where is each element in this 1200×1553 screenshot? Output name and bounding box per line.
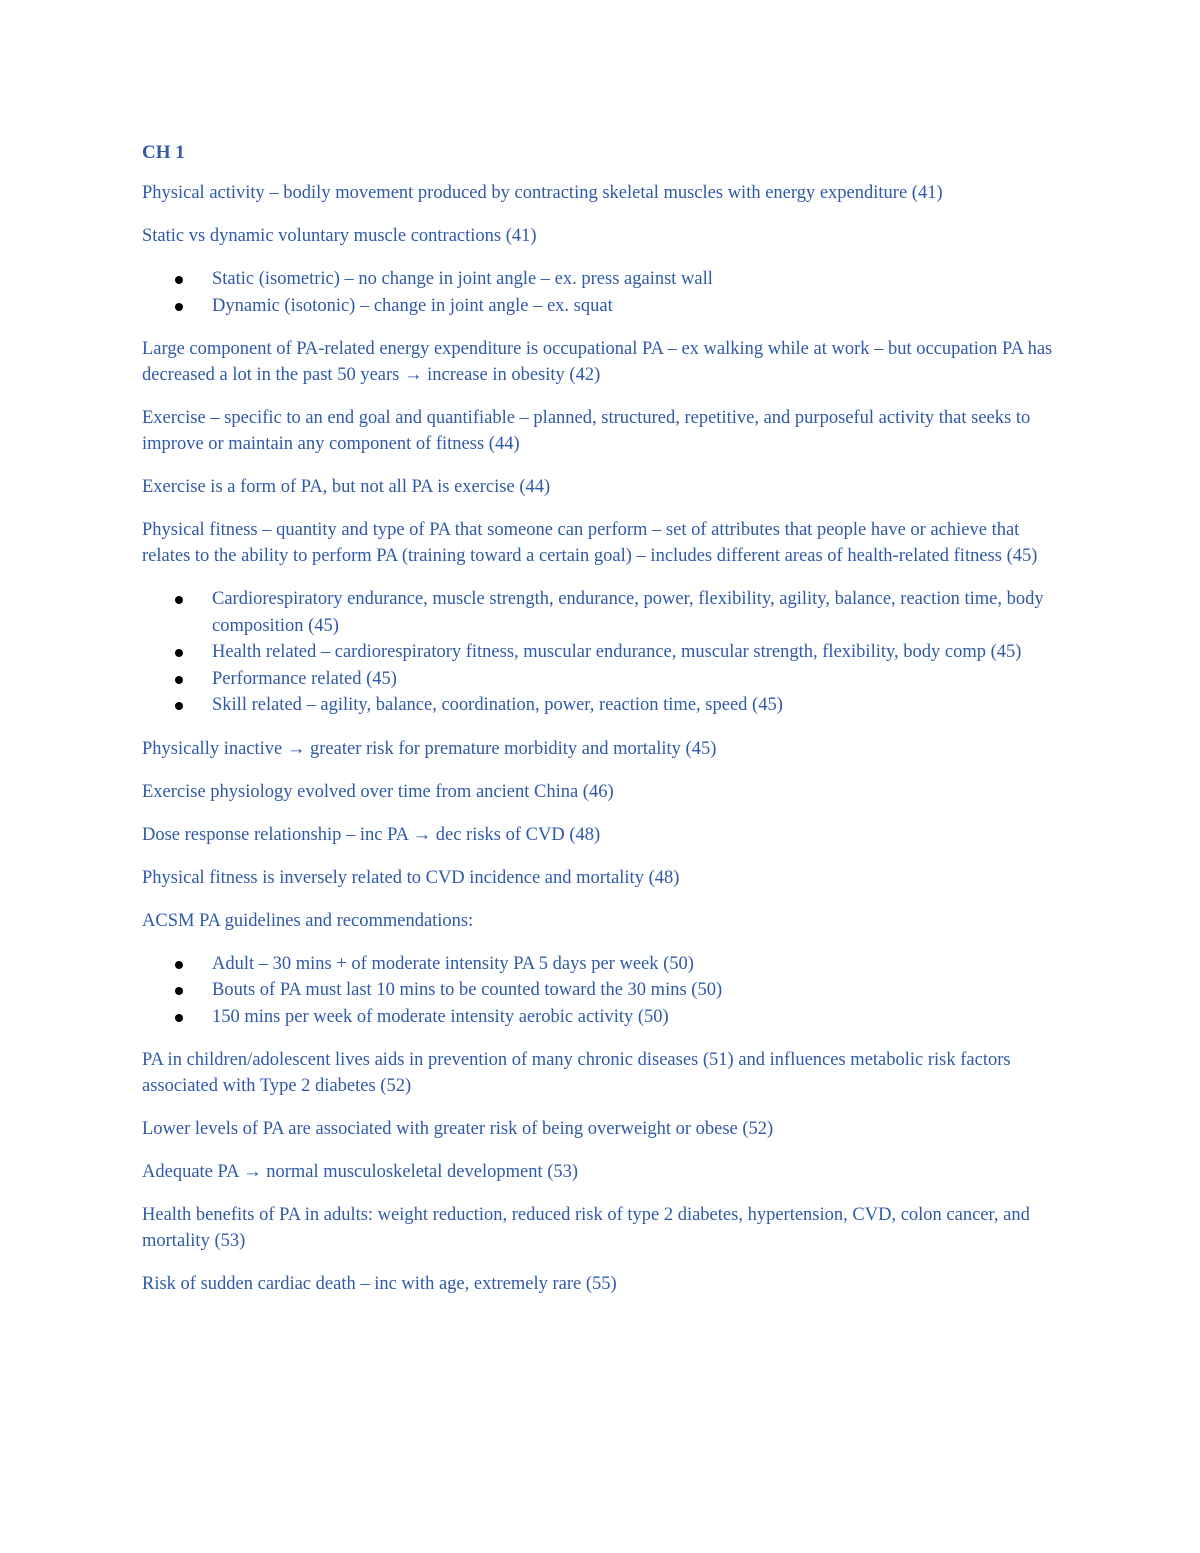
bullet-icon — [175, 649, 183, 657]
list-item-text: Bouts of PA must last 10 mins to be counted toward the 30 mins (50) — [212, 980, 723, 1000]
chapter-heading: CH 1 — [142, 142, 185, 163]
document-page — [142, 140, 1057, 1314]
list-item-text: Dynamic (isotonic) – change in joint angle – ex. squat — [212, 295, 613, 316]
bullet-icon — [175, 596, 183, 604]
bullet-list — [142, 951, 1057, 1031]
paragraph: Physical fitness is inversely related to CVD incidence and mortality (48) — [142, 867, 680, 888]
paragraph: Exercise physiology evolved over time from ancient China (46) — [142, 781, 614, 802]
paragraph: PA in children/adolescent lives aids in prevention of many chronic diseases (51) and influences metabolic risk factors associated with Type 2 diabetes (52) — [142, 1050, 1011, 1096]
list-item-text: Adult – 30 mins + of moderate intensity PA 5 days per week (50) — [212, 953, 694, 974]
bullet-list — [142, 266, 1057, 319]
list-item — [142, 1004, 1057, 1031]
list-item-text: Health related – cardiorespiratory fitness, muscular endurance, muscular strength, flexibility, body comp (45) — [212, 642, 1022, 662]
list-item — [142, 586, 1057, 639]
paragraph: Adequate PA → normal musculoskeletal development (53) — [142, 1162, 579, 1182]
bullet-icon — [175, 702, 183, 710]
bullet-icon — [175, 676, 183, 684]
bullet-icon — [175, 303, 183, 311]
bullet-icon — [175, 961, 183, 969]
bullet-icon — [175, 987, 183, 995]
list-item — [142, 639, 1057, 666]
list-item-text: Static (isometric) – no change in joint angle – ex. press against wall — [212, 269, 713, 289]
list-item — [142, 951, 1057, 978]
paragraph: Physically inactive → greater risk for premature morbidity and mortality (45) — [142, 738, 717, 759]
paragraph: Physical fitness – quantity and type of PA that someone can perform – set of attributes that people have or achieve that relates to the ability to perform PA (training toward a certain goal) – includes different areas of health-related fitness (45) — [142, 520, 1038, 566]
paragraph: Health benefits of PA in adults: weight reduction, reduced risk of type 2 diabetes, hypertension, CVD, colon cancer, and mortality (53) — [142, 1205, 1030, 1251]
paragraph: Static vs dynamic voluntary muscle contractions (41) — [142, 226, 537, 246]
list-item-text: Skill related – agility, balance, coordination, power, reaction time, speed (45) — [212, 695, 783, 715]
paragraph: Exercise – specific to an end goal and quantifiable – planned, structured, repetitive, and purposeful activity that seeks to improve or maintain any component of fitness (44) — [142, 408, 1031, 454]
list-item — [142, 293, 1057, 320]
list-item-text: 150 mins per week of moderate intensity aerobic activity (50) — [212, 1006, 669, 1027]
bullet-icon — [175, 276, 183, 284]
list-item — [142, 666, 1057, 693]
bullet-list — [142, 586, 1057, 719]
bullet-icon — [175, 1014, 183, 1022]
paragraph: Risk of sudden cardiac death – inc with age, extremely rare (55) — [142, 1274, 617, 1294]
paragraph: Exercise is a form of PA, but not all PA is exercise (44) — [142, 477, 551, 497]
list-item-text: Cardiorespiratory endurance, muscle strength, endurance, power, flexibility, agility, balance, reaction time, body composition (45) — [212, 589, 1044, 636]
paragraph: Lower levels of PA are associated with greater risk of being overweight or obese (52) — [142, 1119, 774, 1139]
document-content — [142, 180, 1057, 1297]
list-item — [142, 266, 1057, 293]
list-item — [142, 692, 1057, 719]
paragraph: Physical activity – bodily movement produced by contracting skeletal muscles with energy expenditure (41) — [142, 183, 943, 203]
paragraph: ACSM PA guidelines and recommendations: — [142, 910, 474, 931]
paragraph: Large component of PA-related energy expenditure is occupational PA – ex walking while at work – but occupation PA has decreased a lot in the past 50 years → increase in obesity (42) — [142, 339, 1053, 385]
list-item — [142, 977, 1057, 1004]
list-item-text: Performance related (45) — [212, 668, 397, 689]
paragraph: Dose response relationship – inc PA → dec risks of CVD (48) — [142, 824, 601, 845]
